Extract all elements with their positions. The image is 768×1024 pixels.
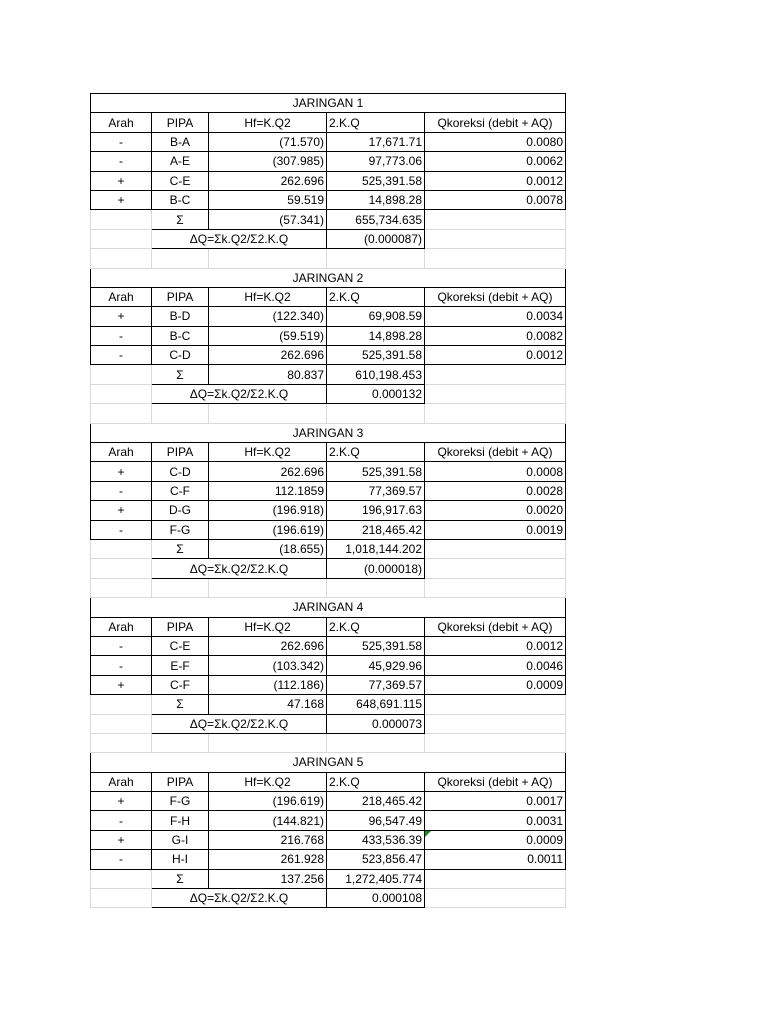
cell-pipa[interactable]: C-F xyxy=(152,675,209,694)
cell-empty[interactable] xyxy=(91,404,152,423)
delta-q-row xyxy=(91,384,566,403)
sum-row xyxy=(91,365,566,384)
sum-2kq[interactable]: 655,734.635 xyxy=(327,210,425,229)
cell-hf[interactable]: (196.918) xyxy=(209,501,327,520)
cell-qkoreksi[interactable]: 0.0009 xyxy=(425,830,566,849)
network-title[interactable]: JARINGAN 4 xyxy=(91,598,566,617)
header-row xyxy=(91,617,566,636)
cell-empty[interactable] xyxy=(152,249,209,268)
cell-arah[interactable]: - xyxy=(91,656,152,675)
sum-row xyxy=(91,210,566,229)
cell-hf[interactable]: 59.519 xyxy=(209,190,327,209)
cell-empty[interactable] xyxy=(425,365,566,384)
cell-empty[interactable] xyxy=(425,733,566,752)
cell-empty[interactable] xyxy=(425,210,566,229)
cell-qkoreksi[interactable]: 0.0019 xyxy=(425,520,566,539)
table-row xyxy=(91,462,566,481)
sum-hf[interactable]: 137.256 xyxy=(209,869,327,888)
header-2kq[interactable]: 2.K.Q xyxy=(327,443,425,462)
cell-empty[interactable] xyxy=(425,249,566,268)
cell-arah[interactable]: - xyxy=(91,520,152,539)
cell-hf[interactable]: 216.768 xyxy=(209,830,327,849)
cell-pipa[interactable]: B-C xyxy=(152,190,209,209)
delta-q-row xyxy=(91,889,566,908)
cell-arah[interactable]: - xyxy=(91,850,152,869)
cell-2kq[interactable]: 77,369.57 xyxy=(327,481,425,500)
cell-hf[interactable]: (307.985) xyxy=(209,152,327,171)
cell-empty[interactable] xyxy=(425,578,566,597)
cell-empty[interactable] xyxy=(91,889,152,908)
header-pipa[interactable]: PIPA xyxy=(152,113,209,132)
delta-q-label[interactable]: ΔQ=Σk.Q2/Σ2.K.Q xyxy=(152,384,327,403)
delta-q-value[interactable]: 0.000132 xyxy=(327,384,425,403)
cell-pipa[interactable]: F-G xyxy=(152,792,209,811)
header-row xyxy=(91,287,566,306)
cell-hf[interactable]: 262.696 xyxy=(209,462,327,481)
jaringan-table xyxy=(90,93,566,908)
table-row xyxy=(91,190,566,209)
cell-pipa[interactable]: G-I xyxy=(152,830,209,849)
header-2kq[interactable]: 2.K.Q xyxy=(327,113,425,132)
delta-q-label[interactable]: ΔQ=Σk.Q2/Σ2.K.Q xyxy=(152,229,327,248)
table-row xyxy=(91,792,566,811)
cell-qkoreksi[interactable]: 0.0011 xyxy=(425,850,566,869)
cell-2kq[interactable]: 525,391.58 xyxy=(327,462,425,481)
cell-2kq[interactable]: 525,391.58 xyxy=(327,171,425,190)
table-row xyxy=(91,171,566,190)
cell-empty[interactable] xyxy=(91,695,152,714)
cell-arah[interactable]: + xyxy=(91,830,152,849)
delta-q-value[interactable]: 0.000108 xyxy=(327,889,425,908)
header-2kq[interactable]: 2.K.Q xyxy=(327,287,425,306)
cell-pipa[interactable]: F-H xyxy=(152,811,209,830)
delta-q-row xyxy=(91,559,566,578)
header-qkoreksi[interactable]: Qkoreksi (debit + AQ) xyxy=(425,617,566,636)
cell-arah[interactable]: + xyxy=(91,792,152,811)
cell-2kq[interactable]: 14,898.28 xyxy=(327,326,425,345)
cell-qkoreksi[interactable]: 0.0031 xyxy=(425,811,566,830)
header-pipa[interactable]: PIPA xyxy=(152,617,209,636)
table-row xyxy=(91,656,566,675)
header-pipa[interactable]: PIPA xyxy=(152,772,209,791)
cell-empty[interactable] xyxy=(327,578,425,597)
header-hf[interactable]: Hf=K.Q2 xyxy=(209,113,327,132)
cell-hf[interactable]: 112.1859 xyxy=(209,481,327,500)
table-row xyxy=(91,520,566,539)
sum-symbol[interactable]: Σ xyxy=(152,210,209,229)
cell-empty[interactable] xyxy=(209,404,327,423)
cell-pipa[interactable]: B-C xyxy=(152,326,209,345)
network-title[interactable]: JARINGAN 1 xyxy=(91,94,566,113)
cell-qkoreksi[interactable]: 0.0046 xyxy=(425,656,566,675)
cell-pipa[interactable]: H-I xyxy=(152,850,209,869)
cell-arah[interactable]: + xyxy=(91,307,152,326)
delta-q-value[interactable]: (0.000018) xyxy=(327,559,425,578)
cell-2kq[interactable]: 96,547.49 xyxy=(327,811,425,830)
table-row xyxy=(91,326,566,345)
sum-symbol[interactable]: Σ xyxy=(152,869,209,888)
cell-empty[interactable] xyxy=(425,869,566,888)
header-row xyxy=(91,113,566,132)
cell-hf[interactable]: (103.342) xyxy=(209,656,327,675)
header-hf[interactable]: Hf=K.Q2 xyxy=(209,443,327,462)
sum-symbol[interactable]: Σ xyxy=(152,539,209,558)
cell-arah[interactable]: - xyxy=(91,326,152,345)
delta-q-row xyxy=(91,229,566,248)
cell-qkoreksi[interactable]: 0.0028 xyxy=(425,481,566,500)
header-arah[interactable]: Arah xyxy=(91,113,152,132)
delta-q-label[interactable]: ΔQ=Σk.Q2/Σ2.K.Q xyxy=(152,889,327,908)
sum-2kq[interactable]: 1,018,144.202 xyxy=(327,539,425,558)
cell-qkoreksi[interactable]: 0.0012 xyxy=(425,636,566,655)
cell-empty[interactable] xyxy=(91,229,152,248)
cell-qkoreksi[interactable]: 0.0020 xyxy=(425,501,566,520)
cell-pipa[interactable]: B-A xyxy=(152,132,209,151)
cell-pipa[interactable]: B-D xyxy=(152,307,209,326)
network-title-row xyxy=(91,598,566,617)
header-pipa[interactable]: PIPA xyxy=(152,287,209,306)
cell-empty[interactable] xyxy=(425,229,566,248)
header-arah[interactable]: Arah xyxy=(91,617,152,636)
header-hf[interactable]: Hf=K.Q2 xyxy=(209,617,327,636)
table-row xyxy=(91,850,566,869)
table-row xyxy=(91,346,566,365)
cell-2kq[interactable]: 525,391.58 xyxy=(327,636,425,655)
cell-arah[interactable]: + xyxy=(91,501,152,520)
sum-2kq[interactable]: 1,272,405.774 xyxy=(327,869,425,888)
network-title-row xyxy=(91,268,566,287)
cell-empty[interactable] xyxy=(91,578,152,597)
cell-empty[interactable] xyxy=(327,733,425,752)
network-title[interactable]: JARINGAN 2 xyxy=(91,268,566,287)
header-pipa[interactable]: PIPA xyxy=(152,443,209,462)
cell-2kq[interactable]: 97,773.06 xyxy=(327,152,425,171)
network-title-row xyxy=(91,753,566,772)
header-qkoreksi[interactable]: Qkoreksi (debit + AQ) xyxy=(425,287,566,306)
cell-pipa[interactable]: C-D xyxy=(152,346,209,365)
cell-pipa[interactable]: C-D xyxy=(152,462,209,481)
cell-empty[interactable] xyxy=(91,249,152,268)
cell-empty[interactable] xyxy=(425,714,566,733)
delta-q-row xyxy=(91,714,566,733)
cell-arah[interactable]: - xyxy=(91,152,152,171)
cell-empty[interactable] xyxy=(91,539,152,558)
cell-pipa[interactable]: C-F xyxy=(152,481,209,500)
header-arah[interactable]: Arah xyxy=(91,443,152,462)
cell-2kq[interactable]: 77,369.57 xyxy=(327,675,425,694)
spacer-row xyxy=(91,249,566,268)
header-row xyxy=(91,772,566,791)
cell-empty[interactable] xyxy=(425,695,566,714)
cell-2kq[interactable]: 218,465.42 xyxy=(327,792,425,811)
cell-hf[interactable]: 262.696 xyxy=(209,171,327,190)
header-qkoreksi[interactable]: Qkoreksi (debit + AQ) xyxy=(425,772,566,791)
cell-qkoreksi[interactable]: 0.0009 xyxy=(425,675,566,694)
sum-row xyxy=(91,869,566,888)
cell-hf[interactable]: (71.570) xyxy=(209,132,327,151)
header-2kq[interactable]: 2.K.Q xyxy=(327,617,425,636)
network-title-row xyxy=(91,94,566,113)
cell-arah[interactable]: - xyxy=(91,346,152,365)
cell-empty[interactable] xyxy=(425,384,566,403)
sum-hf[interactable]: 47.168 xyxy=(209,695,327,714)
header-qkoreksi[interactable]: Qkoreksi (debit + AQ) xyxy=(425,443,566,462)
sum-2kq[interactable]: 648,691.115 xyxy=(327,695,425,714)
table-row xyxy=(91,811,566,830)
cell-qkoreksi[interactable]: 0.0012 xyxy=(425,346,566,365)
cell-qkoreksi[interactable]: 0.0082 xyxy=(425,326,566,345)
cell-qkoreksi[interactable]: 0.0080 xyxy=(425,132,566,151)
table-row xyxy=(91,830,566,849)
cell-arah[interactable]: + xyxy=(91,190,152,209)
cell-arah[interactable]: + xyxy=(91,462,152,481)
cell-arah[interactable]: - xyxy=(91,132,152,151)
cell-empty[interactable] xyxy=(152,578,209,597)
cell-empty[interactable] xyxy=(91,365,152,384)
cell-pipa[interactable]: A-E xyxy=(152,152,209,171)
sum-row xyxy=(91,695,566,714)
header-row xyxy=(91,443,566,462)
cell-hf[interactable]: (196.619) xyxy=(209,792,327,811)
header-arah[interactable]: Arah xyxy=(91,287,152,306)
cell-empty[interactable] xyxy=(425,889,566,908)
cell-empty[interactable] xyxy=(91,733,152,752)
header-arah[interactable]: Arah xyxy=(91,772,152,791)
table-row xyxy=(91,307,566,326)
table-row xyxy=(91,501,566,520)
delta-q-label[interactable]: ΔQ=Σk.Q2/Σ2.K.Q xyxy=(152,714,327,733)
cell-2kq[interactable]: 17,671.71 xyxy=(327,132,425,151)
cell-empty[interactable] xyxy=(327,404,425,423)
header-2kq[interactable]: 2.K.Q xyxy=(327,772,425,791)
cell-pipa[interactable]: F-G xyxy=(152,520,209,539)
cell-2kq[interactable]: 433,536.39 xyxy=(327,830,425,849)
cell-arah[interactable]: + xyxy=(91,171,152,190)
sum-2kq[interactable]: 610,198.453 xyxy=(327,365,425,384)
cell-empty[interactable] xyxy=(425,539,566,558)
cell-empty[interactable] xyxy=(209,578,327,597)
cell-arah[interactable]: - xyxy=(91,636,152,655)
cell-hf[interactable]: 262.696 xyxy=(209,346,327,365)
delta-q-label[interactable]: ΔQ=Σk.Q2/Σ2.K.Q xyxy=(152,559,327,578)
cell-empty[interactable] xyxy=(91,714,152,733)
cell-hf[interactable]: (112.186) xyxy=(209,675,327,694)
delta-q-value[interactable]: (0.000087) xyxy=(327,229,425,248)
cell-empty[interactable] xyxy=(209,249,327,268)
cell-hf[interactable]: 262.696 xyxy=(209,636,327,655)
cell-empty[interactable] xyxy=(152,733,209,752)
cell-hf[interactable]: (144.821) xyxy=(209,811,327,830)
cell-2kq[interactable]: 69,908.59 xyxy=(327,307,425,326)
cell-2kq[interactable]: 525,391.58 xyxy=(327,346,425,365)
sum-hf[interactable]: (57.341) xyxy=(209,210,327,229)
cell-empty[interactable] xyxy=(425,559,566,578)
spreadsheet xyxy=(90,93,566,908)
cell-hf[interactable]: 261.928 xyxy=(209,850,327,869)
network-title[interactable]: JARINGAN 5 xyxy=(91,753,566,772)
cell-arah[interactable]: + xyxy=(91,675,152,694)
header-qkoreksi[interactable]: Qkoreksi (debit + AQ) xyxy=(425,113,566,132)
cell-empty[interactable] xyxy=(91,559,152,578)
sum-symbol[interactable]: Σ xyxy=(152,365,209,384)
sum-hf[interactable]: (18.655) xyxy=(209,539,327,558)
cell-2kq[interactable]: 14,898.28 xyxy=(327,190,425,209)
spacer-row xyxy=(91,733,566,752)
sum-symbol[interactable]: Σ xyxy=(152,695,209,714)
cell-empty[interactable] xyxy=(91,210,152,229)
spacer-row xyxy=(91,578,566,597)
cell-empty[interactable] xyxy=(327,249,425,268)
network-title[interactable]: JARINGAN 3 xyxy=(91,423,566,442)
delta-q-value[interactable]: 0.000073 xyxy=(327,714,425,733)
cell-empty[interactable] xyxy=(209,733,327,752)
cell-hf[interactable]: (59.519) xyxy=(209,326,327,345)
cell-qkoreksi[interactable]: 0.0062 xyxy=(425,152,566,171)
header-hf[interactable]: Hf=K.Q2 xyxy=(209,772,327,791)
cell-empty[interactable] xyxy=(91,384,152,403)
cell-empty[interactable] xyxy=(91,869,152,888)
cell-pipa[interactable]: C-E xyxy=(152,636,209,655)
cell-empty[interactable] xyxy=(152,404,209,423)
table-row xyxy=(91,152,566,171)
cell-2kq[interactable]: 196,917.63 xyxy=(327,501,425,520)
network-title-row xyxy=(91,423,566,442)
cell-2kq[interactable]: 523,856.47 xyxy=(327,850,425,869)
cell-hf[interactable]: (196.619) xyxy=(209,520,327,539)
table-row xyxy=(91,132,566,151)
table-row xyxy=(91,481,566,500)
cell-qkoreksi[interactable]: 0.0017 xyxy=(425,792,566,811)
sum-hf[interactable]: 80.837 xyxy=(209,365,327,384)
cell-qkoreksi[interactable]: 0.0008 xyxy=(425,462,566,481)
cell-pipa[interactable]: D-G xyxy=(152,501,209,520)
table-row xyxy=(91,675,566,694)
sum-row xyxy=(91,539,566,558)
cell-empty[interactable] xyxy=(425,404,566,423)
cell-hf[interactable]: (122.340) xyxy=(209,307,327,326)
cell-qkoreksi[interactable]: 0.0012 xyxy=(425,171,566,190)
cell-qkoreksi[interactable]: 0.0078 xyxy=(425,190,566,209)
cell-pipa[interactable]: C-E xyxy=(152,171,209,190)
header-hf[interactable]: Hf=K.Q2 xyxy=(209,287,327,306)
cell-pipa[interactable]: E-F xyxy=(152,656,209,675)
spacer-row xyxy=(91,404,566,423)
cell-2kq[interactable]: 45,929.96 xyxy=(327,656,425,675)
cell-arah[interactable]: - xyxy=(91,481,152,500)
table-row xyxy=(91,636,566,655)
cell-2kq[interactable]: 218,465.42 xyxy=(327,520,425,539)
cell-qkoreksi[interactable]: 0.0034 xyxy=(425,307,566,326)
cell-arah[interactable]: - xyxy=(91,811,152,830)
